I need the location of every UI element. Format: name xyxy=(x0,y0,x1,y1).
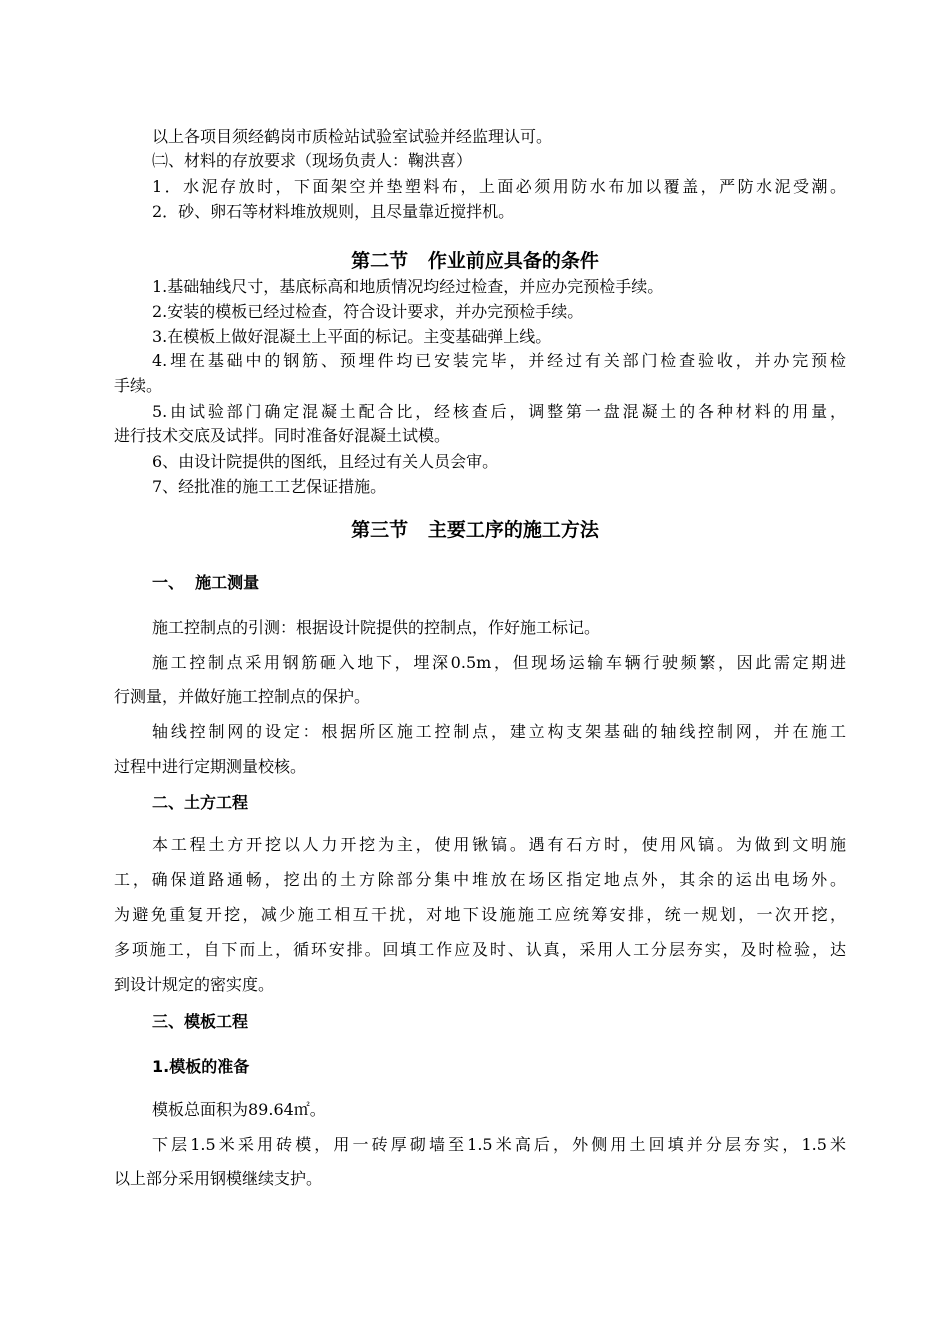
list-item: 7、经批准的施工工艺保证措施。 xyxy=(152,477,387,496)
list-item: 4.埋在基础中的钢筋、预埋件均已安装完毕，并经过有关部门检查验收，并办完预检 xyxy=(152,351,846,370)
paragraph-line: 工，确保道路通畅，挖出的土方除部分集中堆放在场区指定地点外，其余的运出电场外。 xyxy=(114,870,846,889)
subsection-heading: 一、 施工测量 xyxy=(152,573,260,592)
paragraph-line: 多项施工，自下而上，循环安排。回填工作应及时、认真，采用人工分层夯实，及时检验，达 xyxy=(114,940,846,959)
subsection-heading: 三、模板工程 xyxy=(152,1012,249,1031)
list-item: 2．砂、卵石等材料堆放规则，且尽量靠近搅拌机。 xyxy=(152,202,515,221)
list-item: 1.基础轴线尺寸，基底标高和地质情况均经过检查，并应办完预检手续。 xyxy=(152,277,664,296)
paragraph-line: 施工控制点的引测：根据设计院提供的控制点，作好施工标记。 xyxy=(152,618,601,637)
section-title: 第二节 作业前应具备的条件 xyxy=(351,250,599,272)
subsection-heading: 二、土方工程 xyxy=(152,793,249,812)
paragraph-line: 本工程土方开挖以人力开挖为主，使用锹镐。遇有石方时，使用风镐。为做到文明施 xyxy=(152,835,846,854)
paragraph-line: 行测量，并做好施工控制点的保护。 xyxy=(114,687,371,706)
paragraph-line: 轴线控制网的设定：根据所区施工控制点，建立构支架基础的轴线控制网，并在施工 xyxy=(152,722,846,741)
storage-heading: ㈡、材料的存放要求（现场负责人：鞠洪喜） xyxy=(152,151,473,170)
list-item: 5.由试验部门确定混凝土配合比，经核查后，调整第一盘混凝土的各种材料的用量， xyxy=(152,402,846,421)
paragraph-line: 为避免重复开挖，减少施工相互干扰，对地下设施施工应统筹安排，统一规划，一次开挖， xyxy=(114,905,846,924)
list-item: 6、由设计院提供的图纸，且经过有关人员会审。 xyxy=(152,452,499,471)
section-title: 第三节 主要工序的施工方法 xyxy=(351,519,599,541)
paragraph-line: 以上各项目须经鹤岗市质检站试验室试验并经监理认可。 xyxy=(152,127,553,146)
list-item: 3.在模板上做好混凝土上平面的标记。主变基础弹上线。 xyxy=(152,327,552,346)
subsection-subheading: 1.模板的准备 xyxy=(152,1057,250,1076)
list-item: 1．水泥存放时，下面架空并垫塑料布，上面必须用防水布加以覆盖，严防水泥受潮。 xyxy=(152,177,846,196)
list-item-continuation: 手续。 xyxy=(114,376,163,395)
list-item-continuation: 进行技术交底及试拌。同时准备好混凝土试模。 xyxy=(114,426,451,445)
paragraph-line: 模板总面积为89.64㎡。 xyxy=(152,1100,326,1119)
paragraph-line: 到设计规定的密实度。 xyxy=(114,975,275,994)
paragraph-line: 过程中进行定期测量校核。 xyxy=(114,757,307,776)
paragraph-line: 施工控制点采用钢筋砸入地下，埋深0.5m，但现场运输车辆行驶频繁，因此需定期进 xyxy=(152,653,846,672)
paragraph-line: 下层1.5米采用砖模，用一砖厚砌墙至1.5米高后，外侧用土回填并分层夯实，1.5米 xyxy=(152,1135,846,1154)
list-item: 2.安装的模板已经过检查，符合设计要求，并办完预检手续。 xyxy=(152,302,584,321)
paragraph-line: 以上部分采用钢模继续支护。 xyxy=(114,1169,323,1188)
